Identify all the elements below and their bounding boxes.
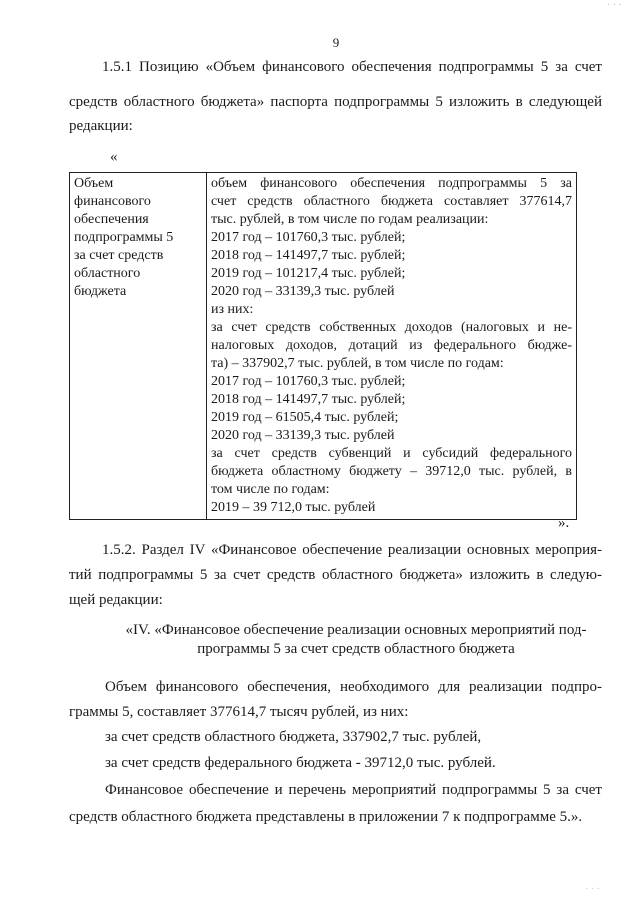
scan-mark: · · ·	[607, 0, 622, 11]
left-cell-line: за счет средств	[74, 248, 164, 263]
paragraph-1-5-1-line-1: 1.5.1 Позицию «Объем финансового обеспечения подпрограммы 5 за счет	[102, 59, 602, 75]
body-line-1: Объем финансового обеспечения, необходимого для реализации подпро-	[105, 679, 602, 695]
right-cell-line: бюджета областному бюджету – 39712,0 тыс. рублей, в	[211, 464, 572, 479]
scan-mark-bottom: · · ·	[585, 884, 600, 895]
right-cell-line: за счет средств субвенций и субсидий федерального	[211, 446, 572, 461]
right-cell-line: 2020 год – 33139,3 тыс. рублей	[211, 284, 395, 299]
right-cell-line: 2019 год – 61505,4 тыс. рублей;	[211, 410, 399, 425]
paragraph-1-5-2-line-1: 1.5.2. Раздел IV «Финансовое обеспечение реализации основных мероприя-	[102, 542, 602, 558]
page-number: 9	[332, 35, 340, 50]
right-cell-line: счет средств областного бюджета составляет 377614,7	[211, 194, 572, 209]
right-cell-line: 2018 год – 141497,7 тыс. рублей;	[211, 392, 406, 407]
body-line-2: граммы 5, составляет 377614,7 тысяч рублей, из них:	[69, 704, 409, 720]
financing-table	[69, 172, 577, 520]
right-cell-line: 2020 год – 33139,3 тыс. рублей	[211, 428, 395, 443]
right-cell-line: объем финансового обеспечения подпрограммы 5 за	[211, 176, 572, 191]
section-heading-line-1: «IV. «Финансовое обеспечение реализации основных мероприятий под-	[125, 622, 587, 638]
open-quote: «	[110, 149, 118, 165]
paragraph-1-5-1-line-2: средств областного бюджета» паспорта подпрограммы 5 изложить в следующей	[69, 94, 602, 110]
table-left-cell	[70, 173, 207, 520]
left-cell-line: бюджета	[74, 284, 127, 299]
right-cell-line: 2017 год – 101760,3 тыс. рублей;	[211, 374, 406, 389]
paragraph-1-5-2-line-3: щей редакции:	[69, 592, 163, 608]
right-cell-line: 2018 год – 141497,7 тыс. рублей;	[211, 248, 406, 263]
right-cell-line: из них:	[211, 302, 254, 317]
table-right-cell	[207, 173, 577, 520]
left-cell-line: Объем	[74, 176, 114, 191]
right-cell-line: за счет средств собственных доходов (налоговых и не-	[211, 320, 572, 335]
body-line-5: Финансовое обеспечение и перечень мероприятий подпрограммы 5 за счет	[105, 782, 602, 798]
right-cell-line: 2019 год – 101217,4 тыс. рублей;	[211, 266, 406, 281]
right-cell-line: том числе по годам:	[211, 482, 330, 497]
table-row	[70, 173, 577, 520]
paragraph-1-5-2-line-2: тий подпрограммы 5 за счет средств областного бюджета» изложить в следую-	[69, 567, 602, 583]
close-quote: ».	[558, 515, 570, 531]
right-cell-line: 2017 год – 101760,3 тыс. рублей;	[211, 230, 406, 245]
right-cell-line: тыс. рублей, в том числе по годам реализации:	[211, 212, 489, 227]
right-cell-line: 2019 – 39 712,0 тыс. рублей	[211, 500, 376, 515]
left-cell-line: подпрограммы 5	[74, 230, 174, 245]
left-cell-line: областного	[74, 266, 141, 281]
right-cell-line: налоговых доходов, дотаций из федерального бюдже-	[211, 338, 572, 353]
body-line-4: за счет средств федерального бюджета - 39712,0 тыс. рублей.	[105, 755, 496, 771]
body-line-6: средств областного бюджета представлены в приложении 7 к подпрограмме 5.».	[69, 809, 583, 825]
right-cell-line: та) – 337902,7 тыс. рублей, в том числе по годам:	[211, 356, 504, 371]
left-cell-line: финансового	[74, 194, 151, 209]
section-heading-line-2: программы 5 за счет средств областного бюджета	[197, 641, 515, 657]
paragraph-1-5-1-line-3: редакции:	[69, 118, 133, 134]
body-line-3: за счет средств областного бюджета, 337902,7 тыс. рублей,	[105, 729, 482, 745]
left-cell-line: обеспечения	[74, 212, 149, 227]
